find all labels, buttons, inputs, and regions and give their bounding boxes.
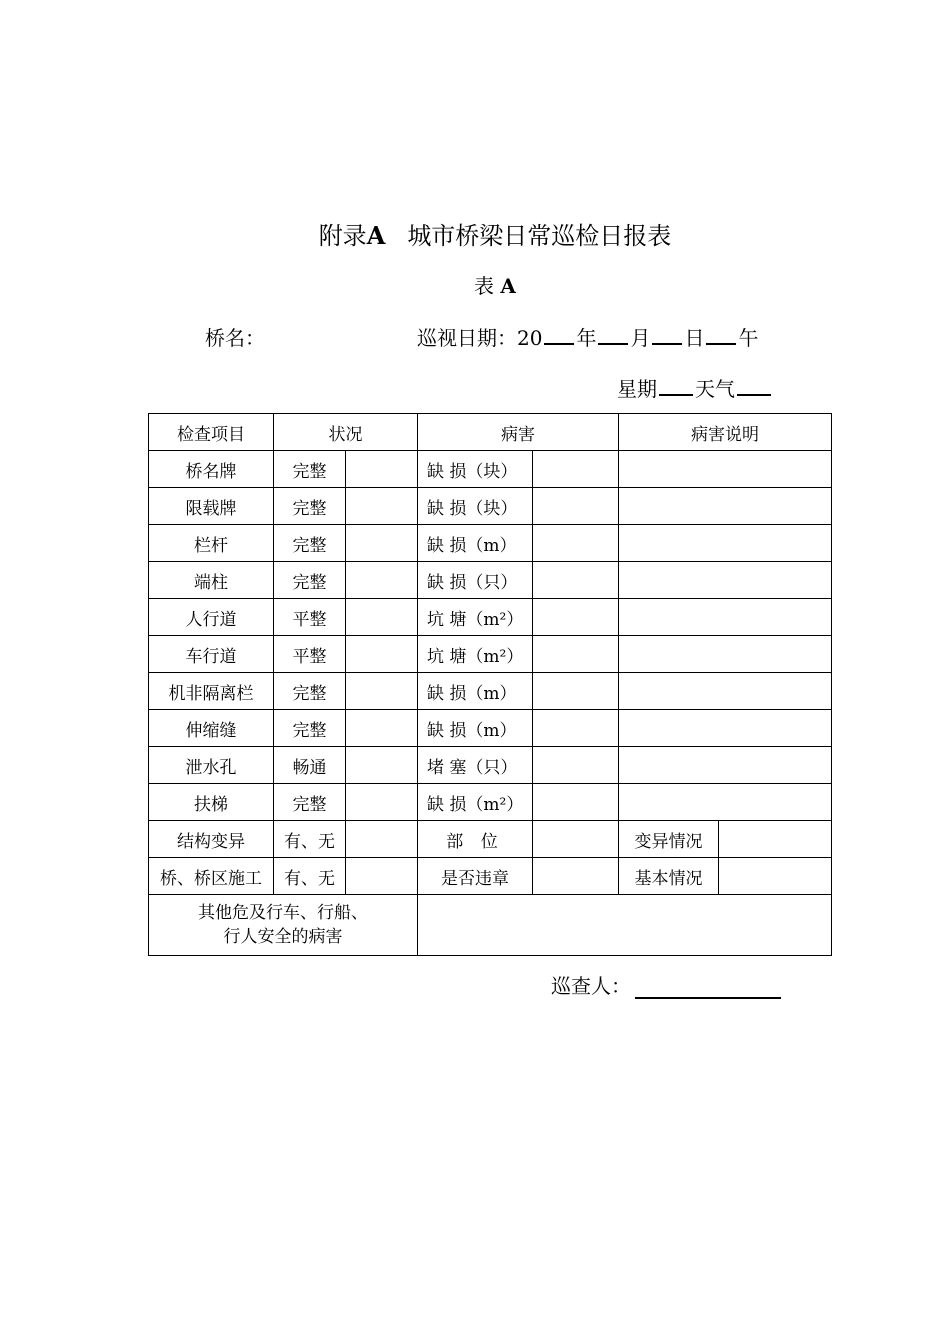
year-label: 年 bbox=[576, 326, 597, 350]
row-item: 限载牌 bbox=[149, 488, 274, 525]
defect-note-input[interactable] bbox=[619, 747, 832, 784]
row-status: 完整 bbox=[274, 710, 346, 747]
row-item: 桥名牌 bbox=[149, 451, 274, 488]
year-blank[interactable] bbox=[544, 327, 574, 345]
table-row bbox=[149, 599, 832, 636]
status-input[interactable] bbox=[346, 488, 418, 525]
structure-status-input[interactable] bbox=[346, 821, 418, 858]
construction-status-input[interactable] bbox=[346, 858, 418, 895]
defect-input[interactable] bbox=[533, 488, 619, 525]
table-header-row bbox=[149, 414, 832, 451]
defect-note-input[interactable] bbox=[619, 562, 832, 599]
inspector-signature-line[interactable] bbox=[635, 975, 781, 999]
structure-item: 结构变异 bbox=[149, 821, 274, 858]
status-input[interactable] bbox=[346, 710, 418, 747]
structure-status: 有、无 bbox=[274, 821, 346, 858]
structure-row bbox=[149, 821, 832, 858]
bridge-name-label: 桥名： bbox=[205, 326, 265, 350]
defect-note-input[interactable] bbox=[619, 525, 832, 562]
table-row bbox=[149, 562, 832, 599]
table-row bbox=[149, 451, 832, 488]
row-status: 平整 bbox=[274, 599, 346, 636]
basic-info-input[interactable] bbox=[719, 858, 832, 895]
status-input[interactable] bbox=[346, 784, 418, 821]
header-item: 检查项目 bbox=[149, 414, 274, 451]
inspector-signature bbox=[551, 970, 781, 999]
row-status: 完整 bbox=[274, 784, 346, 821]
row-item: 人行道 bbox=[149, 599, 274, 636]
day-label: 日 bbox=[684, 326, 705, 350]
defect-input[interactable] bbox=[533, 599, 619, 636]
defect-note-input[interactable] bbox=[619, 451, 832, 488]
row-item: 扶梯 bbox=[149, 784, 274, 821]
row-defect: 缺 损（m²） bbox=[418, 784, 533, 821]
table-subtitle bbox=[0, 270, 950, 299]
defect-note-input[interactable] bbox=[619, 636, 832, 673]
subtitle-prefix: 表 bbox=[474, 274, 495, 298]
weekday-blank[interactable] bbox=[659, 378, 693, 396]
table-row bbox=[149, 784, 832, 821]
row-status: 完整 bbox=[274, 488, 346, 525]
row-item: 车行道 bbox=[149, 636, 274, 673]
structure-location-input[interactable] bbox=[533, 821, 619, 858]
defect-note-input[interactable] bbox=[619, 488, 832, 525]
row-status: 完整 bbox=[274, 673, 346, 710]
structure-location-label: 部 位 bbox=[418, 821, 533, 858]
day-blank[interactable] bbox=[652, 327, 682, 345]
header-status: 状况 bbox=[274, 414, 418, 451]
inspector-label: 巡查人： bbox=[551, 974, 631, 998]
other-hazards-line2: 行人安全的病害 bbox=[223, 927, 343, 947]
table-row bbox=[149, 747, 832, 784]
row-defect: 坑 塘（m²） bbox=[418, 636, 533, 673]
row-item: 机非隔离栏 bbox=[149, 673, 274, 710]
noon-label: 午 bbox=[738, 326, 759, 350]
violation-label: 是否违章 bbox=[418, 858, 533, 895]
row-status: 完整 bbox=[274, 525, 346, 562]
status-input[interactable] bbox=[346, 747, 418, 784]
subtitle-letter: A bbox=[500, 274, 516, 298]
defect-input[interactable] bbox=[533, 562, 619, 599]
date-label: 巡视日期：20 bbox=[417, 326, 543, 350]
row-defect: 缺 损（m） bbox=[418, 673, 533, 710]
title-main: 城市桥梁日常巡检日报表 bbox=[407, 222, 672, 250]
status-input[interactable] bbox=[346, 562, 418, 599]
defect-input[interactable] bbox=[533, 710, 619, 747]
row-status: 平整 bbox=[274, 636, 346, 673]
table-row bbox=[149, 636, 832, 673]
weekday-weather bbox=[617, 373, 773, 402]
table-row bbox=[149, 525, 832, 562]
weekday-label: 星期 bbox=[617, 377, 657, 401]
construction-item: 桥、桥区施工 bbox=[149, 858, 274, 895]
violation-input[interactable] bbox=[533, 858, 619, 895]
defect-input[interactable] bbox=[533, 451, 619, 488]
other-hazards-row bbox=[149, 895, 832, 956]
page-title bbox=[0, 216, 950, 251]
noon-blank[interactable] bbox=[706, 327, 736, 345]
defect-note-input[interactable] bbox=[619, 710, 832, 747]
inspection-date bbox=[417, 322, 758, 351]
row-defect: 坑 塘（m²） bbox=[418, 599, 533, 636]
other-hazards-input[interactable] bbox=[418, 895, 832, 956]
structure-change-input[interactable] bbox=[719, 821, 832, 858]
month-blank[interactable] bbox=[598, 327, 628, 345]
structure-change-label: 变异情况 bbox=[619, 821, 719, 858]
other-hazards-label bbox=[149, 895, 418, 956]
construction-row bbox=[149, 858, 832, 895]
status-input[interactable] bbox=[346, 451, 418, 488]
status-input[interactable] bbox=[346, 525, 418, 562]
table-row bbox=[149, 488, 832, 525]
month-label: 月 bbox=[630, 326, 651, 350]
defect-input[interactable] bbox=[533, 525, 619, 562]
row-status: 完整 bbox=[274, 451, 346, 488]
table-row bbox=[149, 673, 832, 710]
defect-input[interactable] bbox=[533, 784, 619, 821]
defect-note-input[interactable] bbox=[619, 784, 832, 821]
row-item: 伸缩缝 bbox=[149, 710, 274, 747]
title-prefix: 附录 bbox=[318, 222, 367, 250]
defect-input[interactable] bbox=[533, 673, 619, 710]
row-defect: 缺 损（m） bbox=[418, 525, 533, 562]
row-defect: 缺 损（块） bbox=[418, 451, 533, 488]
row-item: 泄水孔 bbox=[149, 747, 274, 784]
defect-note-input[interactable] bbox=[619, 599, 832, 636]
other-hazards-line1: 其他危及行车、行船、 bbox=[198, 903, 368, 923]
defect-note-input[interactable] bbox=[619, 673, 832, 710]
row-defect: 缺 损（块） bbox=[418, 488, 533, 525]
status-input[interactable] bbox=[346, 636, 418, 673]
status-input[interactable] bbox=[346, 599, 418, 636]
header-defect-note: 病害说明 bbox=[619, 414, 832, 451]
inspection-table bbox=[148, 413, 832, 956]
row-defect: 堵 塞（只） bbox=[418, 747, 533, 784]
row-status: 完整 bbox=[274, 562, 346, 599]
weather-blank[interactable] bbox=[737, 378, 771, 396]
basic-info-label: 基本情况 bbox=[619, 858, 719, 895]
construction-status: 有、无 bbox=[274, 858, 346, 895]
weather-label: 天气 bbox=[695, 377, 735, 401]
defect-input[interactable] bbox=[533, 747, 619, 784]
row-status: 畅通 bbox=[274, 747, 346, 784]
row-defect: 缺 损（m） bbox=[418, 710, 533, 747]
row-item: 端柱 bbox=[149, 562, 274, 599]
row-defect: 缺 损（只） bbox=[418, 562, 533, 599]
table-row bbox=[149, 710, 832, 747]
defect-input[interactable] bbox=[533, 636, 619, 673]
header-defect: 病害 bbox=[418, 414, 619, 451]
row-item: 栏杆 bbox=[149, 525, 274, 562]
status-input[interactable] bbox=[346, 673, 418, 710]
title-letter: A bbox=[366, 221, 386, 250]
